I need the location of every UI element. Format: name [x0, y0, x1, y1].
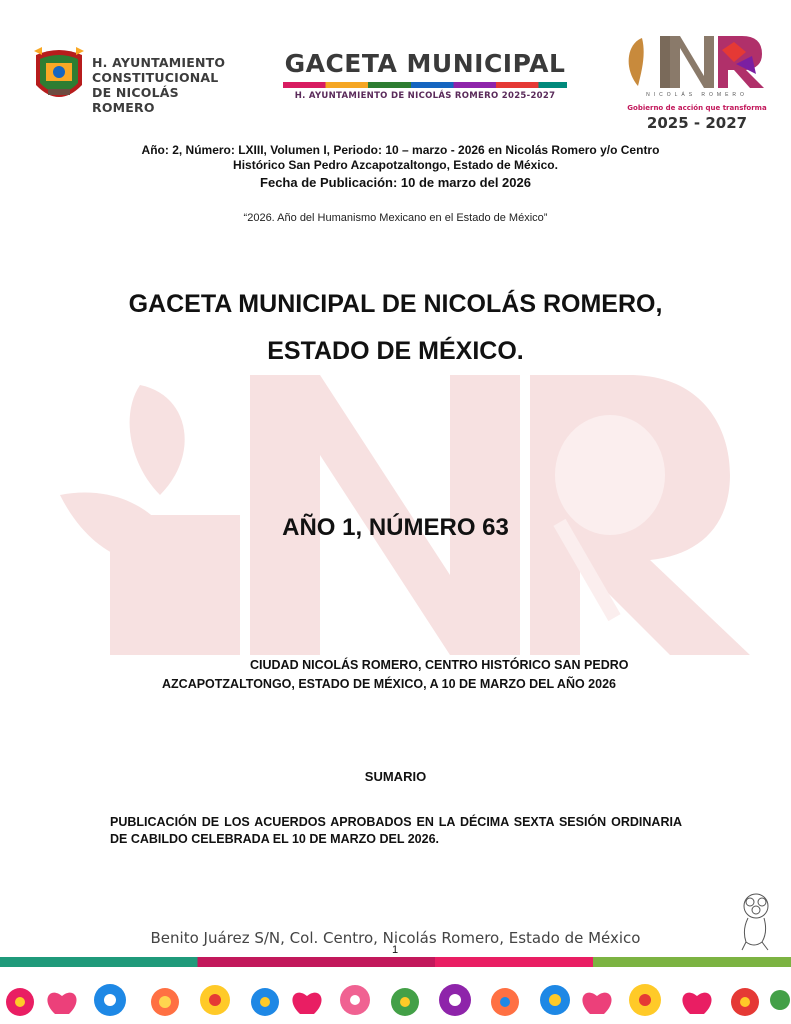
edition-info-line-1: Año: 2, Número: LXIII, Volumen I, Periodo: 10 – marzo - 2026 en Nicolás Romero y/o Centro	[141, 143, 660, 157]
org-line-1: H. AYUNTAMIENTO	[92, 55, 226, 70]
page-number: 1	[392, 944, 399, 956]
nr-brand-text: NICOLÁS ROMERO	[646, 92, 748, 98]
summary-heading: SUMARIO	[364, 769, 427, 784]
nr-tagline: Gobierno de acción que transforma	[627, 104, 767, 112]
nr-emblem-icon	[622, 30, 772, 94]
main-title-line-2: ESTADO DE MÉXICO.	[267, 337, 524, 365]
gazette-logo-subtitle: H. AYUNTAMIENTO DE NICOLÁS ROMERO 2025-2027	[294, 91, 556, 101]
organization-name	[92, 55, 230, 115]
publication-date: Fecha de Publicación: 10 de marzo del 2026	[260, 175, 531, 190]
decorative-stripe	[283, 82, 567, 88]
flower-border-decoration	[0, 970, 791, 1024]
nr-years: 2025 - 2027	[646, 114, 748, 132]
footer-stripe	[0, 957, 791, 967]
motto: “2026. Año del Humanismo Mexicano en el Estado de México”	[243, 212, 548, 224]
edition-info-line-2: Histórico San Pedro Azcapotzaltongo, Estado de México.	[233, 158, 558, 172]
gazette-logo	[280, 48, 570, 110]
municipal-seal-logo	[30, 45, 230, 115]
footer-address: Benito Juárez S/N, Col. Centro, Nicolás Romero, Estado de México	[150, 929, 641, 947]
city-line-2: AZCAPOTZALTONGO, ESTADO DE MÉXICO, A 10 DE MARZO DEL AÑO 2026	[162, 677, 616, 691]
org-line-3: DE NICOLÁS ROMERO	[92, 85, 179, 115]
summary-body: PUBLICACIÓN DE LOS ACUERDOS APROBADOS EN LA DÉCIMA SEXTA SESIÓN ORDINARIA DE CABILDO CELEBRADA EL 10 DE MARZO DEL 2026.	[110, 815, 682, 846]
coat-of-arms-icon	[30, 45, 88, 109]
main-title-line-1: GACETA MUNICIPAL DE NICOLÁS ROMERO,	[128, 290, 663, 318]
city-line-1: CIUDAD NICOLÁS ROMERO, CENTRO HISTÓRICO SAN PEDRO	[250, 658, 629, 672]
org-line-2: CONSTITUCIONAL	[92, 70, 219, 85]
gazette-logo-title: GACETA MUNICIPAL	[284, 49, 566, 78]
issue-number: AÑO 1, NÚMERO 63	[282, 514, 509, 541]
nr-government-logo	[622, 30, 772, 132]
